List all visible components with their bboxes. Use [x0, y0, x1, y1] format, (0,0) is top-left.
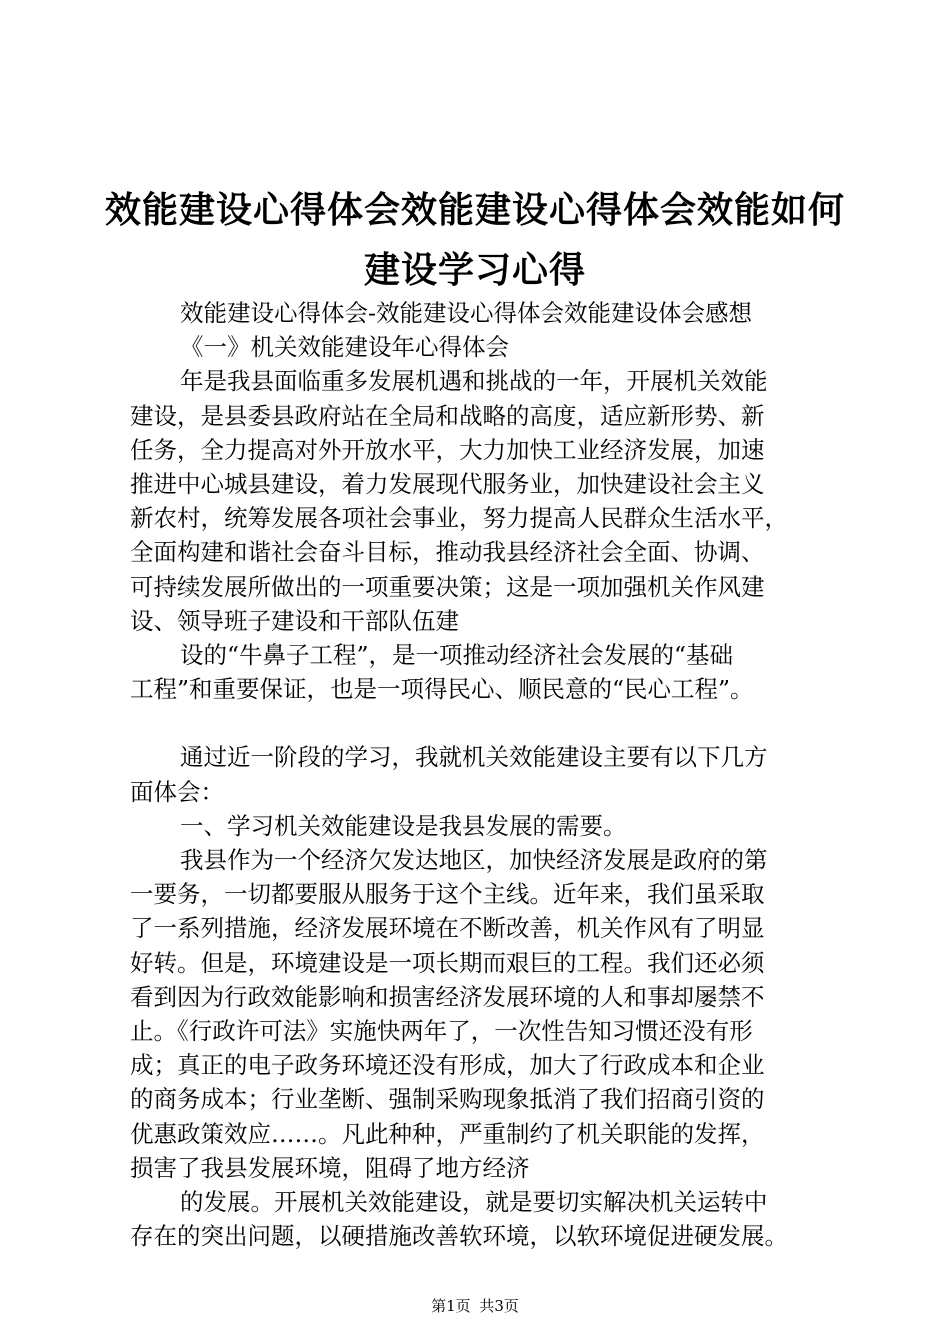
body-line: 损害了我县发展环境，阻碍了地方经济: [130, 1153, 530, 1182]
document-title-line-1: 效能建设心得体会效能建设心得体会效能如何: [104, 189, 845, 231]
body-line: 存在的突出问题，以硬措施改善软环境，以软环境促进硬发展。: [130, 1222, 788, 1251]
body-line: 成；真正的电子政务环境还没有形成，加大了行政成本和企业: [130, 1051, 765, 1080]
body-line: 优惠政策效应……。凡此种种，严重制约了机关职能的发挥，: [130, 1119, 765, 1148]
document-title-line-2: 建设学习心得: [363, 249, 586, 291]
body-line: 一要务，一切都要服从服务于这个主线。近年来，我们虽采取: [130, 880, 765, 909]
body-line: 任务，全力提高对外开放水平，大力加快工业经济发展，加速: [130, 435, 765, 464]
body-line: 的商务成本；行业垄断、强制采购现象抵消了我们招商引资的: [130, 1085, 765, 1114]
body-line: 推进中心城县建设，着力发展现代服务业，加快建设社会主义: [130, 469, 765, 498]
body-line: 止。《行政许可法》实施快两年了，一次性告知习惯还没有形: [130, 1016, 753, 1045]
body-line: 可持续发展所做出的一项重要决策；这是一项加强机关作风建: [130, 572, 765, 601]
body-line: 设的“牛鼻子工程”，是一项推动经济社会发展的“基础: [180, 640, 734, 669]
body-line: 好转。但是，环境建设是一项长期而艰巨的工程。我们还必须: [130, 948, 765, 977]
body-line: 工程”和重要保证，也是一项得民心、顺民意的“民心工程”。: [130, 675, 754, 704]
page-total: 共3页: [479, 1297, 519, 1315]
body-line: 面体会：: [130, 777, 224, 806]
body-line: 效能建设心得体会-效能建设心得体会效能建设体会感想: [180, 299, 752, 327]
page-number: 第1页: [431, 1297, 471, 1315]
body-line: 年是我县面临重多发展机遇和挑战的一年，开展机关效能: [180, 367, 768, 396]
body-line: 新农村，统筹发展各项社会事业，努力提高人民群众生活水平，: [130, 504, 788, 533]
body-line: 看到因为行政效能影响和损害经济发展环境的人和事却屡禁不: [130, 982, 765, 1011]
body-line: 一、学习机关效能建设是我县发展的需要。: [180, 811, 627, 840]
document-body: [130, 296, 850, 1253]
body-line: 设、领导班子建设和干部队伍建: [130, 606, 459, 635]
body-line: 我县作为一个经济欠发达地区，加快经济发展是政府的第: [180, 846, 768, 874]
body-line: 了一系列措施，经济发展环境在不断改善，机关作风有了明显: [130, 914, 765, 943]
body-line: 全面构建和谐社会奋斗目标，推动我县经济社会全面、协调、: [130, 538, 765, 567]
body-line: 建设，是县委县政府站在全局和战略的高度，适应新形势、新: [130, 401, 765, 430]
body-line: 《一》机关效能建设年心得体会: [180, 333, 509, 362]
blank-line: [130, 706, 850, 740]
body-line: 的发展。开展机关效能建设，就是要切实解决机关运转中: [180, 1187, 768, 1216]
body-line: 通过近一阶段的学习，我就机关效能建设主要有以下几方: [180, 743, 768, 772]
page-footer: [0, 1296, 950, 1316]
